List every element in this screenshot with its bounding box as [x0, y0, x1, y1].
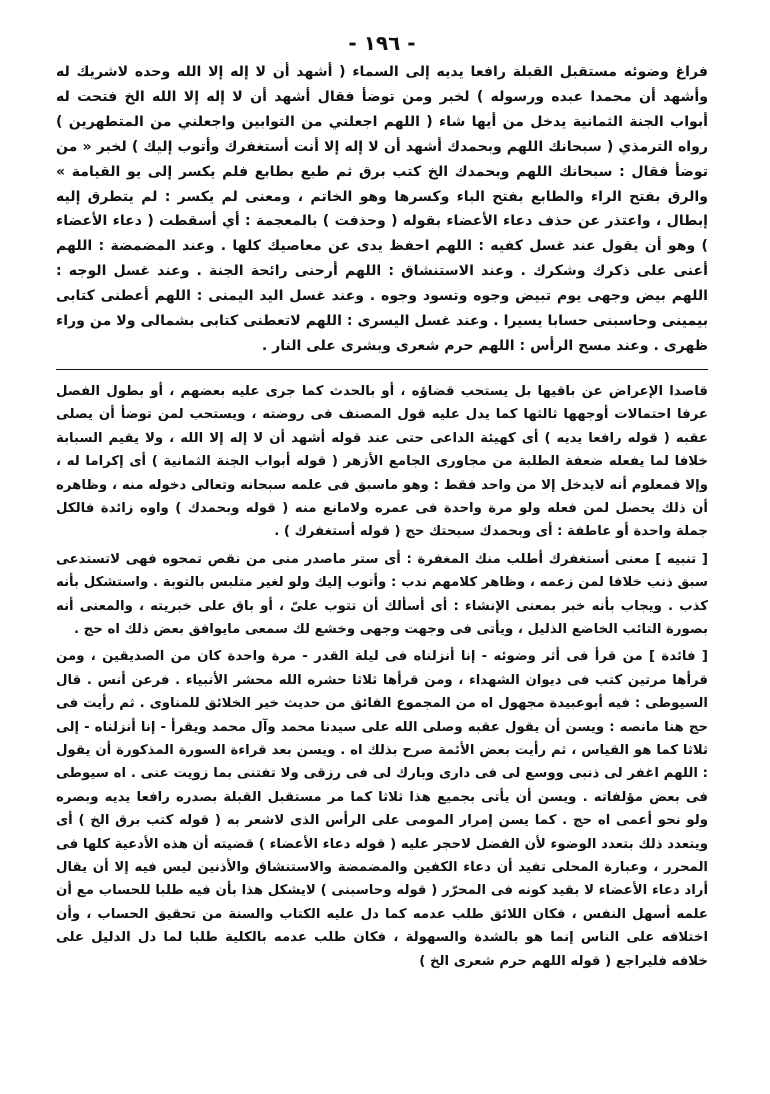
main-text-paragraph: فراغ وضوئه مستقبل القبلة رافعا يديه إلى السماء ( أشهد أن لا إله إلا الله وحده لاشريك له وأشهد أن محمدا عبده ورسوله ) لخبر ومن توضأ فقال أشهد أن لا إله إلا الله الخ فتحت له أبواب الجنة الثمانية يدخل من أيها شاء ( اللهم اجعلني من التوابين واجعلني من المتطهرين ) رواه الترمذي ( سبحانك اللهم وبحمدك أشهد أن لا إله إلا أنت أستغفرك وأتوب إليك ) لخبر « من توضأ فقال : سبحانك اللهم وبحمدك الخ كتب برق ثم طبع بطابع فلم يكسر إلى يو القيامة » والرق بفتح الراء والطابع بفتح الباء وكسرها وهو الخاتم ، ومعنى لم يكسر : لم يتطرق إليه إبطال ، واعتذر عن حذف دعاء الأعضاء بقوله ( وحذفت ) بالمعجمة : أي أسقطت ( دعاء الأعضاء ) وهو أن يقول عند غسل كفيه : اللهم احفظ يدى عن معاصيك كلها . وعند المضمضة : اللهم أعنى على ذكرك وشكرك . وعند الاستنشاق : اللهم أرحنى رائحة الجنة . وعند غسل الوجه : اللهم بيض وجهى يوم تبيض وجوه وتسود وجوه . وعند غسل اليد اليمنى : اللهم أعطنى كتابى بيمينى وحاسبنى حسابا يسيرا . وعند غسل اليسرى : اللهم لاتعطنى كتابى بشمالى ولا من وراء ظهرى . وعند مسح الرأس : اللهم حرم شعرى وبشرى على النار .	[56, 64, 708, 354]
divider-line	[56, 369, 708, 370]
commentary-section	[56, 380, 708, 973]
faida-note: [ فائدة ] من قرأ فى أثر وضوئه - إنا أنزلناه فى ليلة القدر - مرة واحدة كان من الصديقين ، ومن قرأها مرتين كتب فى ديوان الشهداء ، ومن قرأها ثلاثا حشره الله محشر الأنبياء . فرعن أنس . قال السيوطى : فيه أبوعبيدة مجهول اه من المجموع الفائق من حديث خير الخلائق للمناوى . ثم رأيت فى حج هنا مانصه : ويسن أن يقول عقبه وصلى الله على سيدنا محمد وآل محمد ويقرأ - إنا أنزلناه - إلى ثلاثا كما هو القياس ، ثم رأيت بعض الأئمة صرح بذلك اه . ويسن بعد قراءة السورة المذكورة أن يقول : اللهم اغفر لى ذنبى ووسع لى فى دارى وبارك لى فى رزقى ولا تفتنى بما زويت عنى . اه سيوطى فى بعض مؤلفاته . ويسن أن يأتى بجميع هذا ثلاثا كما مر مستقبل القبلة بصدره رافعا يديه وبصره ولو نحو أعمى اه حج . كما يسن إمرار المومى على الرأس الذى لاشعر به ( قوله كتب برق الخ ) أى ويتعدد ذلك بتعدد الوضوء لأن الفضل لاحجر عليه ( قوله دعاء الأعضاء ) قضيته أن هذه الأدعية كلها فى المحرر ، وعبارة المحلى تفيد أن دعاء الكفين والمضمضة والاستنشاق والأذنين ليس فيه إلا أن يقال أراد دعاء الأعضاء لا بقيد كونه فى المحرّر ( قوله وحاسبنى ) لايشكل هذا بأن فيه طلبا للحساب مع أن علمه أسهل النفس ، فكان اللائق طلب عدمه كما دل عليه الكتاب والسنة من تحقيق الحساب ، وأن اختلافه على الناس إنما هو بالشدة والسهولة ، فكان طلب عدمه بالكلية طلبا لما دل الدليل على خلافه فليراجع ( قوله اللهم حرم شعرى الخ )	[56, 649, 708, 969]
tanbih-note: [ تنبيه ] معنى أستغفرك أطلب منك المغفرة : أى ستر ماصدر منى من نقص تمحوه فهى لاتستدعى سبق ذنب خلافا لمن زعمه ، وظاهر كلامهم ندب : وأتوب إليك ولو لغير متلبس بالتوبة . واستشكل بأنه كذب . ويجاب بأنه خبر بمعنى الإنشاء : أى أسألك أن تتوب علىّ ، أو باق على خبريته ، والمعنى أنه بصورة التائب الخاضع الذليل ، ويأتى فى وجهت وجهى وخشع لك سمعى مايوافق بعض ذلك اه حج .	[56, 551, 708, 637]
main-text	[56, 60, 708, 359]
page-number: - ١٩٦ -	[348, 31, 416, 55]
commentary-paragraph: قاصدا الإعراض عن باقيها بل يستحب قضاؤه ، أو بالحدث كما جرى عليه بعضهم ، أو بطول الفصل عرفا احتمالات أوجهها ثالثها كما يدل عليه قول المصنف فى روضته ، ويستحب لمن توضأ أن يصلى عقبه ( قوله رافعا يديه ) أى كهيئة الداعى حتى عند قوله أشهد أن لا إله إلا الله ، ولا يقيم السبابة خلافا لما يفعله ضعفة الطلبة من مجاورى الجامع الأزهر ( قوله أبواب الجنة الثمانية ) أى إكراما له ، وإلا فمعلوم أنه لايدخل إلا من واحد فقط : وهو ماسبق فى علمه سبحانه وتعالى دخوله منه ، وظاهره أن ذلك يحصل لمن فعله ولو مرة واحدة فى عمره ولامانع منه ( قوله وبحمدك ) واوه زائدة فالكل جملة واحدة أو عاطفة : أى وبحمدك سبحتك حج ( قوله أستغفرك ) .	[56, 383, 708, 540]
